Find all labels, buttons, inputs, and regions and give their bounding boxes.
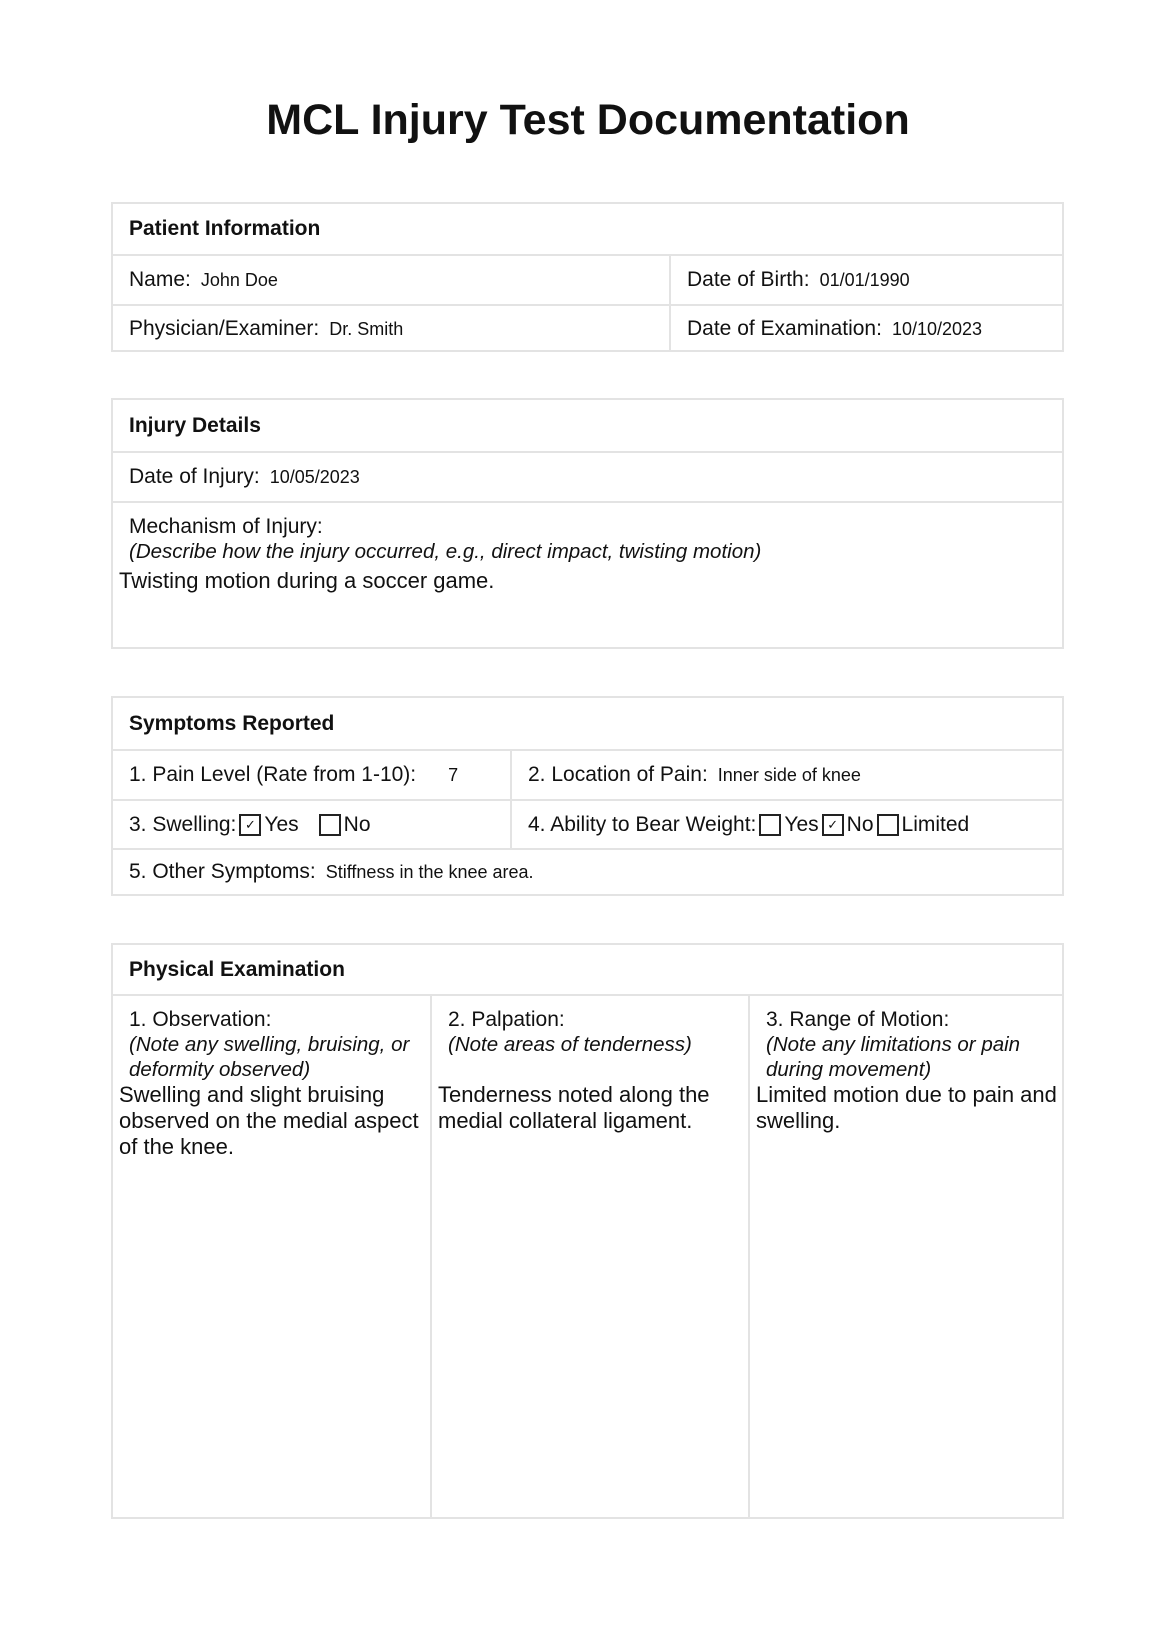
mechanism-row bbox=[113, 501, 1062, 647]
symptoms-section bbox=[111, 696, 1064, 896]
dob-value: 01/01/1990 bbox=[819, 269, 910, 290]
exam-date-value: 10/10/2023 bbox=[891, 318, 983, 339]
mechanism-label: Mechanism of Injury: bbox=[129, 515, 323, 538]
pain-location-label: 2. Location of Pain: bbox=[528, 763, 708, 786]
section-header: Injury Details bbox=[129, 413, 261, 437]
swelling-yes-checkbox[interactable]: ✓ bbox=[239, 814, 261, 836]
bear-weight-no-checkbox[interactable]: ✓ bbox=[822, 814, 844, 836]
pain-level-label: 1. Pain Level (Rate from 1-10): bbox=[129, 763, 417, 786]
physical-examination-section bbox=[111, 943, 1064, 1519]
section-header-row bbox=[113, 945, 1062, 994]
pain-location-field[interactable] bbox=[510, 751, 1062, 799]
bear-weight-limited-checkbox[interactable] bbox=[877, 814, 899, 836]
section-header: Symptoms Reported bbox=[129, 711, 335, 735]
exam-columns-row bbox=[113, 994, 1062, 1517]
bear-weight-yes-checkbox[interactable] bbox=[759, 814, 781, 836]
range-of-motion-hint: (Note any limitations or pain during movement) bbox=[766, 1033, 1021, 1081]
range-of-motion-field[interactable] bbox=[748, 996, 1062, 1517]
pain-location-value: Inner side of knee bbox=[717, 764, 861, 785]
exam-date-label: Date of Examination: bbox=[687, 317, 882, 340]
other-symptoms-label: 5. Other Symptoms: bbox=[129, 860, 316, 883]
pain-level-field[interactable] bbox=[113, 751, 510, 799]
exam-date-field[interactable] bbox=[669, 306, 1062, 352]
bear-weight-yes-label: Yes bbox=[784, 812, 819, 836]
palpation-label: 2. Palpation: bbox=[448, 1008, 565, 1031]
injury-date-value: 10/05/2023 bbox=[269, 466, 360, 487]
mechanism-field[interactable] bbox=[113, 503, 1062, 647]
section-header-row bbox=[113, 400, 1062, 451]
swelling-no-checkbox[interactable] bbox=[319, 814, 341, 836]
observation-value: Swelling and slight bruising observed on the medial aspect of the knee. bbox=[119, 1082, 419, 1159]
palpation-value: Tenderness noted along the medial collateral ligament. bbox=[438, 1082, 710, 1133]
palpation-hint: (Note areas of tenderness) bbox=[448, 1033, 692, 1056]
section-header: Physical Examination bbox=[129, 957, 345, 981]
name-label: Name: bbox=[129, 268, 191, 291]
physician-label: Physician/Examiner: bbox=[129, 317, 320, 340]
observation-label: 1. Observation: bbox=[129, 1008, 272, 1031]
section-header-row bbox=[113, 204, 1062, 254]
patient-row-2 bbox=[113, 304, 1062, 352]
swelling-label: 3. Swelling: bbox=[129, 812, 237, 836]
symptoms-row-1 bbox=[113, 749, 1062, 799]
physician-field[interactable] bbox=[113, 306, 669, 352]
name-field[interactable] bbox=[113, 256, 669, 304]
patient-row-1 bbox=[113, 254, 1062, 304]
swelling-no-label: No bbox=[343, 812, 371, 836]
section-header: Patient Information bbox=[129, 217, 321, 240]
injury-date-row bbox=[113, 451, 1062, 501]
observation-field[interactable] bbox=[113, 996, 430, 1517]
patient-information-section bbox=[111, 202, 1064, 352]
range-of-motion-label: 3. Range of Motion: bbox=[766, 1008, 950, 1031]
injury-details-section bbox=[111, 398, 1064, 649]
symptoms-row-2 bbox=[113, 799, 1062, 848]
other-symptoms-field[interactable] bbox=[113, 850, 1062, 894]
mechanism-value: Twisting motion during a soccer game. bbox=[119, 568, 495, 593]
physician-value: Dr. Smith bbox=[329, 318, 404, 339]
other-symptoms-value: Stiffness in the knee area. bbox=[325, 861, 534, 882]
dob-label: Date of Birth: bbox=[687, 268, 810, 291]
section-header-row bbox=[113, 698, 1062, 749]
range-of-motion-value: Limited motion due to pain and swelling. bbox=[756, 1082, 1057, 1133]
symptoms-row-3 bbox=[113, 848, 1062, 894]
injury-date-field[interactable] bbox=[113, 453, 1062, 501]
injury-date-label: Date of Injury: bbox=[129, 465, 260, 488]
page-title: MCL Injury Test Documentation bbox=[266, 96, 910, 144]
bear-weight-label: 4. Ability to Bear Weight: bbox=[528, 812, 757, 836]
bear-weight-limited-label: Limited bbox=[901, 812, 970, 836]
swelling-field bbox=[113, 801, 510, 848]
name-value: John Doe bbox=[200, 269, 278, 290]
pain-level-value: 7 bbox=[448, 764, 459, 785]
bear-weight-no-label: No bbox=[846, 812, 874, 836]
mechanism-hint: (Describe how the injury occurred, e.g., direct impact, twisting motion) bbox=[129, 540, 762, 563]
bear-weight-field bbox=[510, 801, 1062, 848]
palpation-field[interactable] bbox=[430, 996, 748, 1517]
observation-hint: (Note any swelling, bruising, or deformity observed) bbox=[129, 1033, 410, 1081]
dob-field[interactable] bbox=[669, 256, 1062, 304]
swelling-yes-label: Yes bbox=[264, 812, 299, 836]
